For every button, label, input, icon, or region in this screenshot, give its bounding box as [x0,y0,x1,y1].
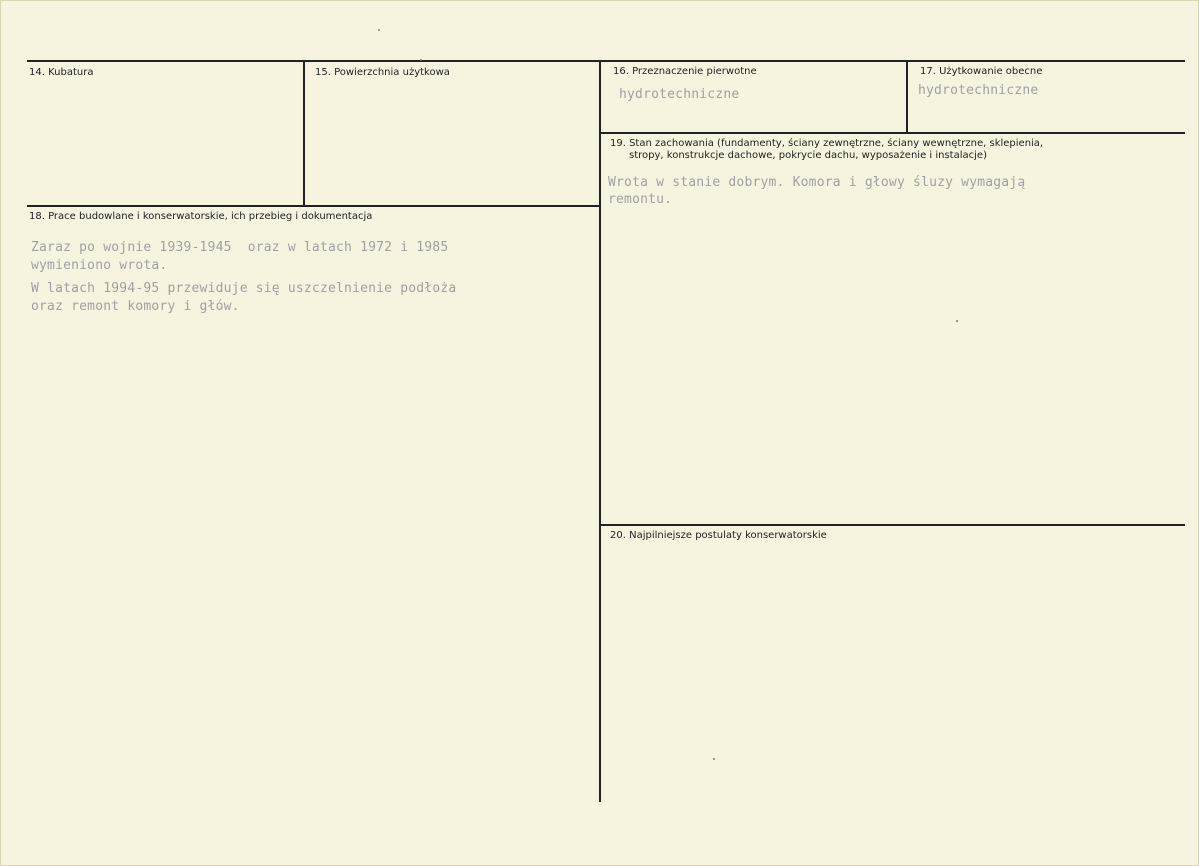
field-20-label: 20. Najpilniejsze postulaty konserwatorskie [610,530,827,541]
field-16-value: hydrotechniczne [619,87,740,102]
field-18-label: 18. Prace budowlane i konserwatorskie, ich przebieg i dokumentacja [29,211,373,222]
field-18-text-line-2: wymieniono wrota. [31,258,168,273]
field-17-label: 17. Użytkowanie obecne [920,66,1043,77]
field-19-text-line-1: Wrota w stanie dobrym. Komora i głowy śluzy wymagają [608,175,1026,190]
field-18-text-line-4: oraz remont komory i głów. [31,299,240,314]
divider-row-18 [27,205,601,207]
top-border-line [27,60,1185,62]
paper-speck [378,29,380,31]
divider-row-19 [601,132,1185,134]
divider-left-right [599,62,601,802]
field-19-text-line-2: remontu. [608,192,673,207]
field-16-label: 16. Przeznaczenie pierwotne [613,66,757,77]
field-18-text-line-3: W latach 1994-95 przewiduje się uszczelnienie podłoża [31,281,457,296]
field-17-value: hydrotechniczne [918,83,1039,98]
divider-row-20 [601,524,1185,526]
field-15-label: 15. Powierzchnia użytkowa [315,67,450,78]
field-19-label-line-1: 19. Stan zachowania (fundamenty, ściany zewnętrzne, ściany wewnętrzne, sklepienia, [610,138,1044,149]
field-19-label-line-2: stropy, konstrukcje dachowe, pokrycie dachu, wyposażenie i instalacje) [629,150,987,161]
paper-speck [420,59,422,61]
field-14-label: 14. Kubatura [29,67,94,78]
divider-16-17 [906,62,908,132]
paper-speck [713,758,715,760]
divider-14-15 [303,62,305,205]
field-18-text-line-1: Zaraz po wojnie 1939-1945 oraz w latach 1972 i 1985 [31,240,449,255]
paper-speck [956,320,958,322]
